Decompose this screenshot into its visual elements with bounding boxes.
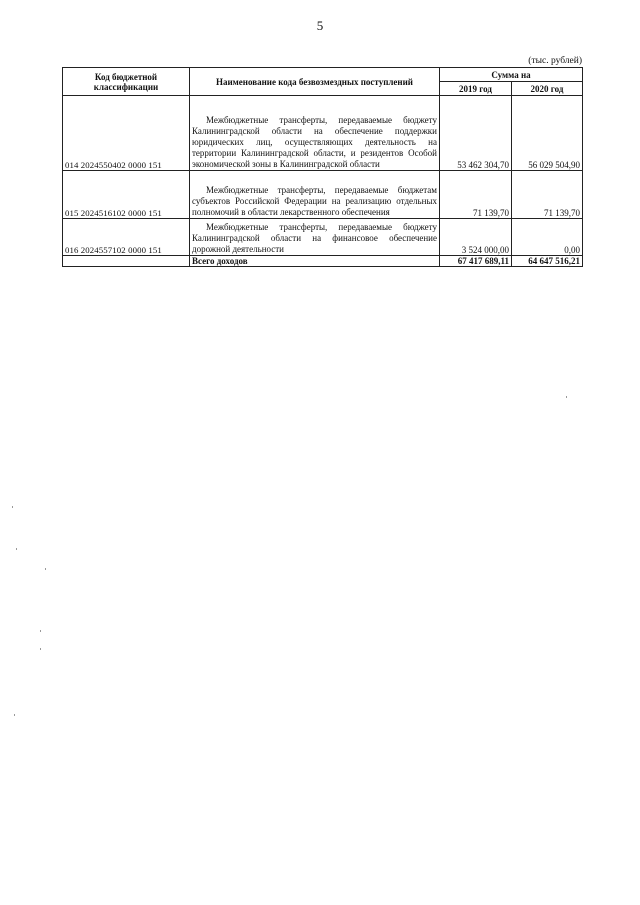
row-name (190, 96, 440, 171)
revenue-table (62, 67, 583, 267)
scan-speck (566, 396, 567, 398)
units-label: (тыс. рублей) (528, 56, 582, 66)
table-row (63, 171, 583, 219)
row-value-2020: 71 139,70 (512, 171, 583, 219)
scan-speck (12, 506, 13, 508)
scan-speck (40, 648, 41, 650)
row-value-2020: 56 029 504,90 (512, 96, 583, 171)
total-value-2019: 67 417 689,11 (440, 256, 512, 267)
scan-speck (45, 568, 46, 570)
total-row (63, 256, 583, 267)
row-value-2020: 0,00 (512, 219, 583, 256)
page-number: 5 (316, 18, 324, 33)
total-label: Всего доходов (190, 256, 440, 267)
table-header-row (63, 68, 583, 82)
table-row (63, 96, 583, 171)
total-code-cell (63, 256, 190, 267)
header-sum: Сумма на (440, 68, 583, 82)
row-value-2019: 3 524 000,00 (440, 219, 512, 256)
row-value-2019: 71 139,70 (440, 171, 512, 219)
total-value-2020: 64 647 516,21 (512, 256, 583, 267)
header-year-2019: 2019 год (440, 82, 512, 96)
row-name-text: Межбюджетные трансферты, передаваемые бюджету Калининградской области на финансовое обеспечение дорожной деятельности (192, 222, 437, 254)
row-name (190, 219, 440, 256)
row-value-2019: 53 462 304,70 (440, 96, 512, 171)
header-name: Наименование кода безвозмездных поступлений (190, 68, 440, 96)
row-name-text: Межбюджетные трансферты, передаваемые бюджету Калининградской области на обеспечение поддержки юридических лиц, осуществляющих деятельность на территории Калининградской области, и резидентов Особой экономической зоны в Калининградской области (192, 115, 437, 169)
row-code: 015 2024516102 0000 151 (63, 171, 190, 219)
scan-speck (40, 630, 41, 632)
header-year-2020: 2020 год (512, 82, 583, 96)
scan-speck (16, 548, 17, 550)
scan-speck (14, 714, 15, 716)
row-code: 016 2024557102 0000 151 (63, 219, 190, 256)
row-name (190, 171, 440, 219)
header-code: Код бюджетной классификации (63, 68, 190, 96)
row-code: 014 2024550402 0000 151 (63, 96, 190, 171)
row-name-text: Межбюджетные трансферты, передаваемые бюджетам субъектов Российской Федерации на реализацию отдельных полномочий в области лекарственного обеспечения (192, 185, 437, 217)
table-row (63, 219, 583, 256)
